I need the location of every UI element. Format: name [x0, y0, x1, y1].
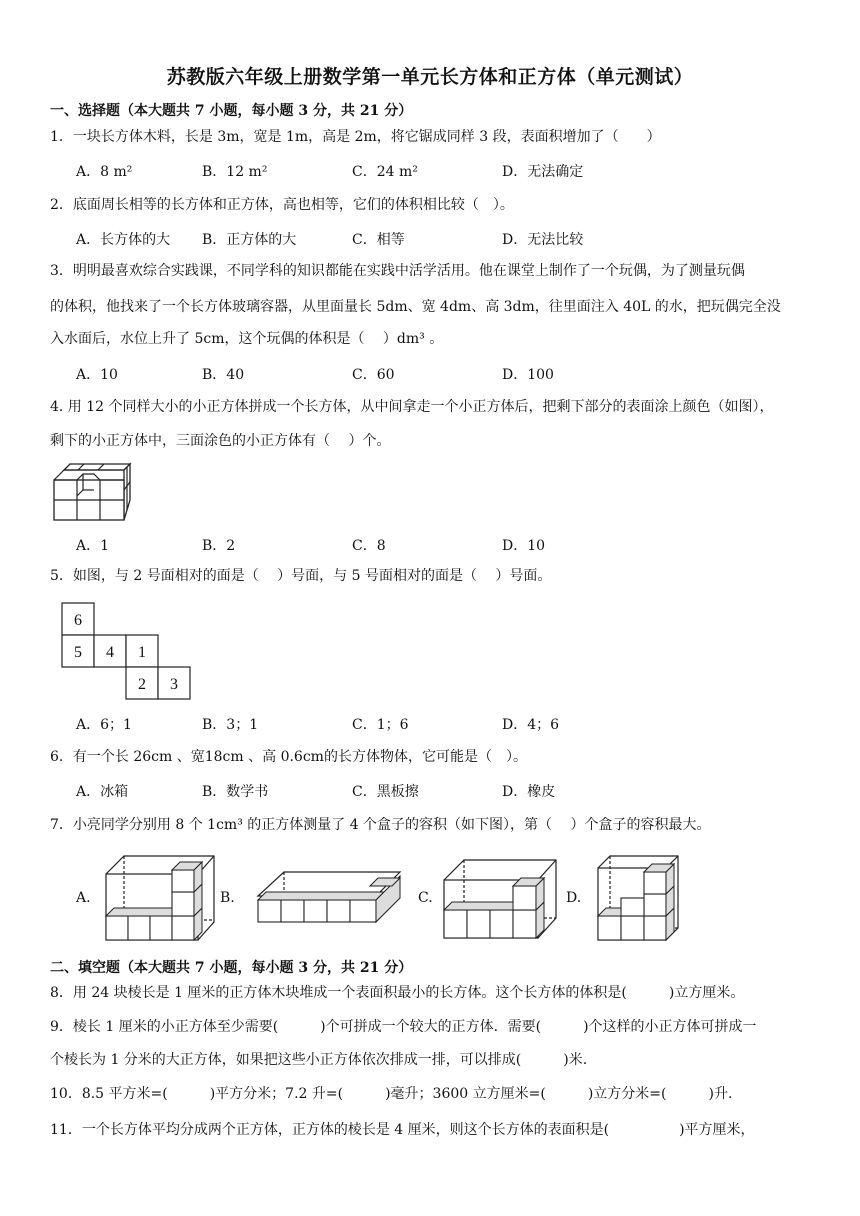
box-b-figure: [254, 866, 404, 926]
option-a[interactable]: A．长方体的大: [76, 232, 171, 248]
question-2-options: [76, 229, 776, 249]
question-4-line-1: 4. 用 12 个同样大小的小正方体拼成一个长方体，从中间拿走一个小正方体后，把剩下部分的表面涂上颜色（如图），: [50, 399, 774, 415]
question-4-line-2: 剩下的小正方体中，三面涂色的小正方体有（ ）个。: [50, 433, 391, 449]
option-b[interactable]: B．3；1: [202, 717, 259, 733]
option-c[interactable]: C．黑板擦: [352, 784, 419, 800]
option-d[interactable]: D．10: [502, 538, 546, 554]
question-4-options: [76, 535, 776, 555]
box-c-figure: [442, 858, 560, 942]
question-3-line-3: 入水面后，水位上升了 5cm，这个玩偶的体积是（ ）dm³ 。: [50, 331, 444, 347]
net-face-5: 5: [74, 644, 82, 661]
option-a[interactable]: A．8 m²: [76, 164, 133, 180]
box-label-a[interactable]: A.: [76, 890, 91, 906]
option-c[interactable]: C．1；6: [352, 717, 409, 733]
option-c[interactable]: C．8: [352, 538, 386, 554]
option-b[interactable]: B．40: [202, 367, 245, 383]
page-title: 苏教版六年级上册数学第一单元长方体和正方体（单元测试）: [166, 66, 694, 88]
question-1: 1．一块长方体木料，长是 3m，宽是 1m，高是 2m，将它锯成同样 3 段，表面积增加了（ ）: [50, 129, 661, 145]
option-c[interactable]: C．60: [352, 367, 395, 383]
option-a[interactable]: A．10: [76, 367, 118, 383]
question-3-line-2: 的体积，他找来了一个长方体玻璃容器，从里面量长 5dm、宽 4dm、高 3dm，往里面注入 40L 的水，把玩偶完全没: [50, 299, 781, 315]
box-label-c[interactable]: C.: [418, 890, 433, 906]
option-d[interactable]: D．4；6: [502, 717, 560, 733]
question-5: 5．如图，与 2 号面相对的面是（ ）号面，与 5 号面相对的面是（ ）号面。: [50, 568, 552, 584]
option-b[interactable]: B．数学书: [202, 784, 269, 800]
question-3-options: [76, 364, 776, 384]
section-1-heading: 一、选择题（本大题共 7 小题，每小题 3 分，共 21 分）: [50, 103, 413, 119]
option-d[interactable]: D．100: [502, 367, 554, 383]
net-face-1: 1: [138, 644, 146, 661]
option-a[interactable]: A．1: [76, 538, 110, 554]
question-6: 6．有一个长 26cm 、宽18cm 、高 0.6cm的长方体物体，它可能是（ ）。: [50, 749, 527, 765]
question-11: 11．一个长方体平均分成两个正方体，正方体的棱长是 4 厘米，则这个长方体的表面积是( )平方厘米，: [50, 1122, 755, 1138]
net-face-3: 3: [170, 676, 178, 693]
option-d[interactable]: D．无法比较: [502, 232, 584, 248]
option-d[interactable]: D．橡皮: [502, 784, 556, 800]
option-b[interactable]: B．2: [202, 538, 236, 554]
box-a-figure: [104, 854, 216, 944]
option-b[interactable]: B．12 m²: [202, 164, 268, 180]
option-c[interactable]: C．相等: [352, 232, 405, 248]
net-face-2: 2: [138, 676, 146, 693]
question-3-line-1: 3．明明最喜欢综合实践课，不同学科的知识都能在实践中活学活用。他在课堂上制作了一个玩偶，为了测量玩偶: [50, 263, 745, 279]
question-9-line-1: 9．棱长 1 厘米的小正方体至少需要( )个可拼成一个较大的正方体．需要( )个这样的小正方体可拼成一: [50, 1019, 757, 1035]
option-a[interactable]: A．冰箱: [76, 784, 129, 800]
question-7: 7．小亮同学分别用 8 个 1cm³ 的正方体测量了 4 个盒子的容积（如下图），第（ ）个盒子的容积最大。: [50, 817, 711, 833]
question-6-options: [76, 781, 776, 801]
question-1-options: [76, 161, 776, 181]
question-10: 10．8.5 平方米=( )平方分米；7.2 升=( )毫升；3600 立方厘米=( )立方分米=( )升.: [50, 1086, 733, 1102]
option-b[interactable]: B．正方体的大: [202, 232, 297, 248]
option-c[interactable]: C．24 m²: [352, 164, 418, 180]
box-d-figure: [596, 854, 682, 942]
box-label-b[interactable]: B.: [220, 890, 235, 906]
question-9-line-2: 个棱长为 1 分米的大正方体，如果把这些小正方体依次排成一排，可以排成( )米.: [50, 1052, 588, 1068]
cube-net-figure: [60, 601, 194, 701]
option-a[interactable]: A．6；1: [76, 717, 132, 733]
net-face-4: 4: [106, 644, 114, 661]
painted-cubes-figure: [52, 462, 136, 522]
net-face-6: 6: [74, 612, 82, 629]
box-label-d[interactable]: D.: [566, 890, 582, 906]
question-2: 2．底面周长相等的长方体和正方体，高也相等，它们的体积相比较（ ）。: [50, 197, 514, 213]
question-5-options: [76, 714, 776, 734]
section-2-heading: 二、填空题（本大题共 7 小题，每小题 3 分，共 21 分）: [50, 960, 413, 976]
question-8: 8．用 24 块棱长是 1 厘米的正方体木块堆成一个表面积最小的长方体。这个长方体的体积是( )立方厘米。: [50, 985, 745, 1001]
option-d[interactable]: D．无法确定: [502, 164, 584, 180]
